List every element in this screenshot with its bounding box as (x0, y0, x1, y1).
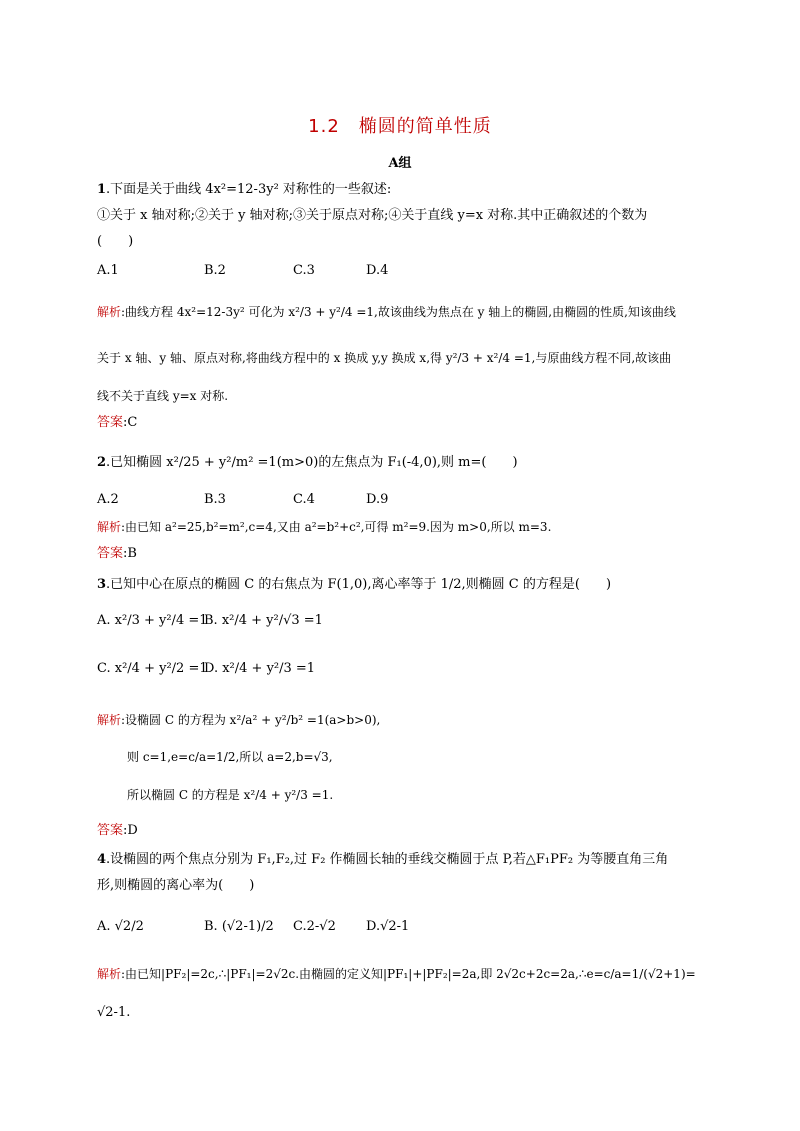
q1-option-a: A.1 (97, 263, 119, 278)
q2-answer-label: 答案 (97, 546, 124, 561)
q1-option-c: C.3 (293, 263, 315, 278)
q1-option-d: D.4 (366, 263, 389, 278)
q3-option-b: B. x²/4 + y²/√3 =1 (204, 613, 323, 628)
q1-stem-text: .下面是关于曲线 4x²=12-3y² 对称性的一些叙述: (106, 182, 392, 197)
q4-stem-line2: 形,则椭圆的离心率为( ) (97, 878, 255, 893)
q3-analysis-text1: :设椭圆 C 的方程为 x²/a² + y²/b² =1(a>b>0), (121, 713, 381, 727)
q1-analysis-line3: 线不关于直线 y=x 对称. (97, 389, 229, 403)
q4-option-b: B. (√2-1)/2 (204, 919, 274, 934)
q4-analysis-line2: √2-1. (97, 1005, 131, 1020)
group-heading: A组 (388, 156, 412, 171)
q1-analysis-line1 (97, 303, 676, 321)
q3-analysis-line1 (97, 711, 380, 729)
q3-analysis-line2: 则 c=1,e=c/a=1/2,所以 a=2,b=√3, (127, 750, 333, 764)
q3-stem-text: .已知中心在原点的椭圆 C 的右焦点为 F(1,0),离心率等于 1/2,则椭圆 C 的方程是( ) (106, 577, 612, 592)
q1-answer-text: :C (123, 415, 138, 430)
q3-option-d: D. x²/4 + y²/3 =1 (204, 661, 316, 676)
q3-analysis-label: 解析 (97, 713, 122, 727)
q2-option-c: C.4 (293, 492, 315, 507)
q4-number: 4 (97, 852, 107, 867)
q4-stem (97, 851, 668, 869)
q3-answer-label: 答案 (97, 823, 124, 838)
q2-option-a: A.2 (97, 492, 119, 507)
q4-stem-text: .设椭圆的两个焦点分别为 F₁,F₂,过 F₂ 作椭圆长轴的垂线交椭圆于点 P,若△F₁PF₂ 为等腰直角三角 (106, 852, 669, 867)
q3-analysis-line3: 所以椭圆 C 的方程是 x²/4 + y²/3 =1. (127, 788, 334, 802)
q2-stem-text: .已知椭圆 x²/25 + y²/m² =1(m>0)的左焦点为 F₁(-4,0),则 m=( ) (106, 455, 518, 470)
q3-answer-text: :D (123, 823, 138, 838)
q2-answer (97, 545, 137, 563)
q2-answer-text: :B (123, 546, 137, 561)
q3-number: 3 (97, 577, 107, 592)
page-title: 1.2 椭圆的简单性质 (308, 116, 492, 137)
q2-analysis-label: 解析 (97, 520, 122, 534)
q1-stem-line2: ①关于 x 轴对称;②关于 y 轴对称;③关于原点对称;④关于直线 y=x 对称.其中正确叙述的个数为 (97, 208, 648, 223)
q3-option-c: C. x²/4 + y²/2 =1 (97, 661, 208, 676)
q4-analysis-label: 解析 (97, 967, 122, 981)
q2-analysis-text: :由已知 a²=25,b²=m²,c=4,又由 a²=b²+c²,可得 m²=9.因为 m>0,所以 m=3. (121, 520, 552, 534)
q4-option-a: A. √2/2 (97, 919, 144, 934)
q1-answer-label: 答案 (97, 415, 124, 430)
q4-analysis-text1: :由已知|PF₂|=2c,∴|PF₁|=2√2c.由椭圆的定义知|PF₁|+|PF₂|=2a,即 2√2c+2c=2a,∴e=c/a=1/(√2+1)= (121, 967, 696, 981)
q2-option-d: D.9 (366, 492, 389, 507)
q3-option-a: A. x²/3 + y²/4 =1 (97, 613, 208, 628)
q1-option-b: B.2 (204, 263, 226, 278)
q2-option-b: B.3 (204, 492, 226, 507)
q1-analysis-label: 解析 (97, 305, 122, 319)
q1-stem (97, 181, 391, 199)
q4-option-d: D.√2-1 (366, 919, 410, 934)
q3-stem (97, 576, 611, 594)
q1-number: 1 (97, 182, 107, 197)
q1-analysis-text1: :曲线方程 4x²=12-3y² 可化为 x²/3 + y²/4 =1,故该曲线为焦点在 y 轴上的椭圆,由椭圆的性质,知该曲线 (121, 305, 676, 319)
q1-answer (97, 414, 137, 432)
q2-analysis (97, 518, 551, 536)
q2-number: 2 (97, 455, 107, 470)
q4-analysis-line1 (97, 965, 696, 983)
q1-paren: ( ) (97, 234, 134, 249)
q1-analysis-line2: 关于 x 轴、y 轴、原点对称,将曲线方程中的 x 换成 y,y 换成 x,得 y²/3 + x²/4 =1,与原曲线方程不同,故该曲 (97, 351, 672, 365)
q2-stem (97, 454, 518, 472)
q3-answer (97, 822, 138, 840)
q4-option-c: C.2-√2 (293, 919, 336, 934)
